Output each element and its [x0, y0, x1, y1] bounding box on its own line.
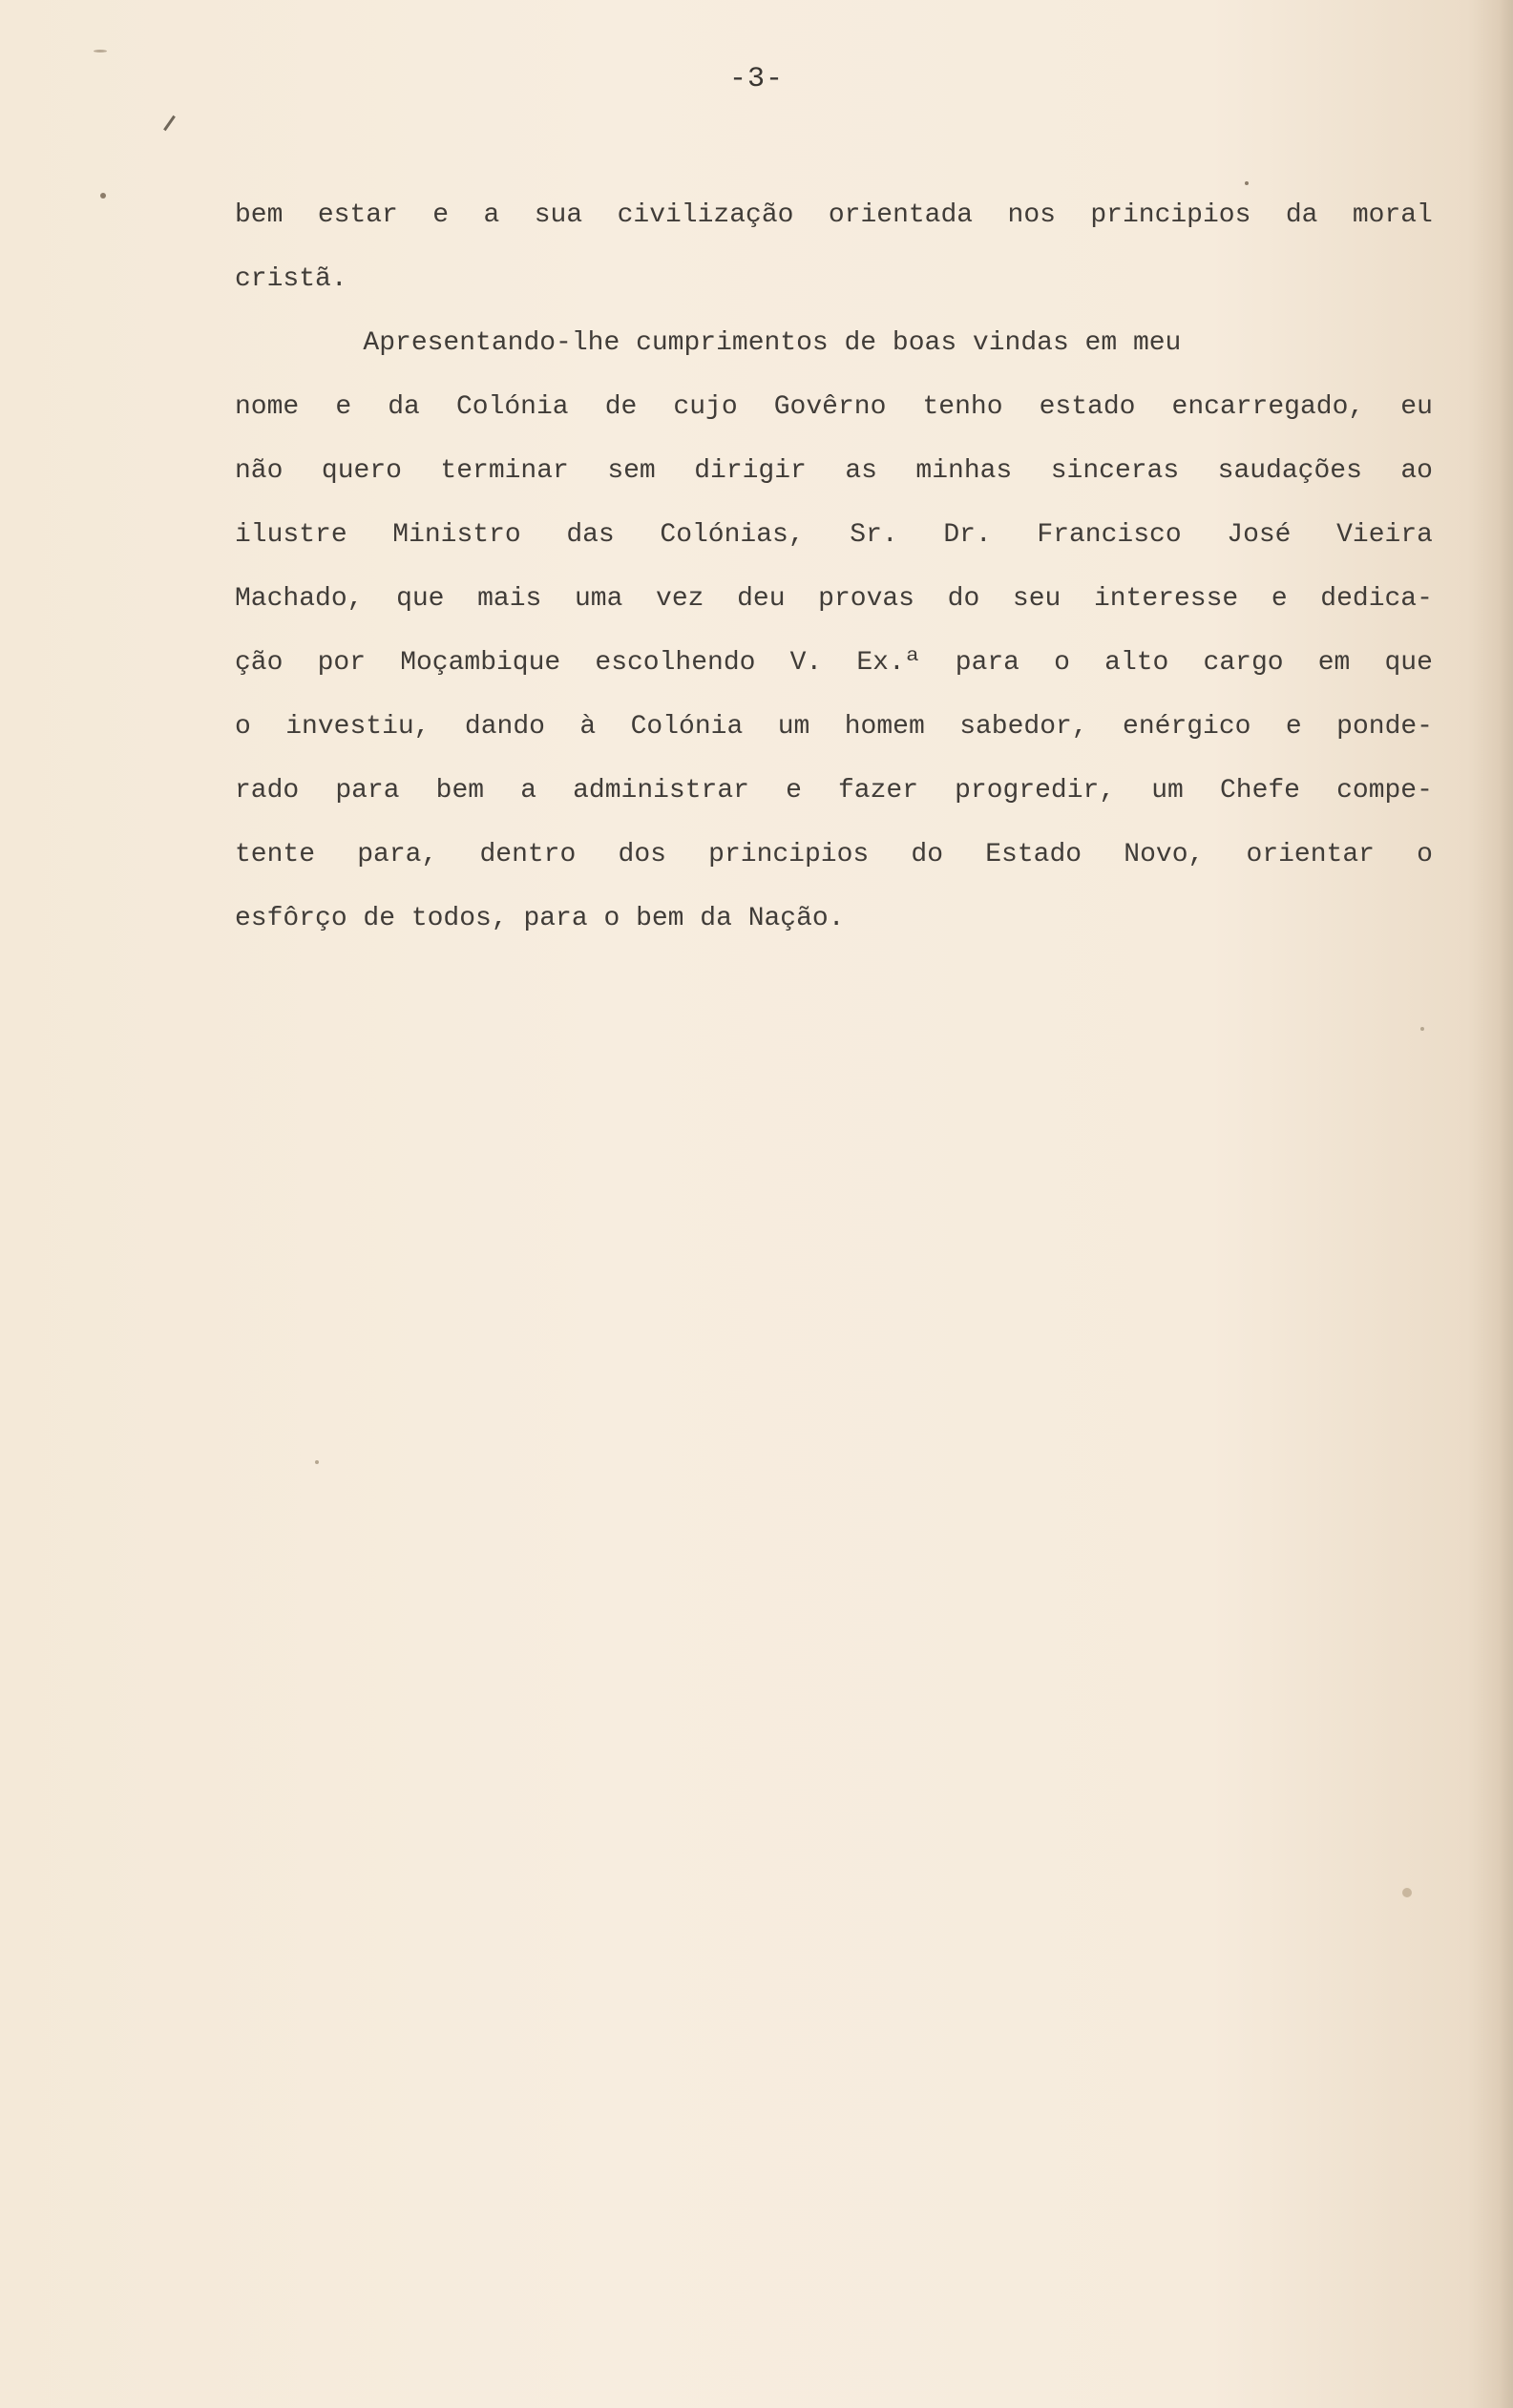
word: sabedor, — [959, 712, 1088, 742]
word: saudações — [1217, 456, 1362, 486]
word: da — [1285, 200, 1318, 230]
word: bem — [435, 776, 485, 806]
ink-speck — [1245, 181, 1249, 185]
text-line: Apresentando-lhe cumprimentos de boas vindas em meu — [235, 328, 1182, 358]
text-line — [235, 701, 1433, 764]
word: orientada — [828, 200, 974, 230]
word: administrar — [573, 776, 749, 806]
word: dedica- — [1320, 584, 1433, 614]
text-line — [235, 828, 1433, 892]
word: ilustre — [235, 520, 347, 550]
word: Estado — [985, 840, 1082, 869]
word: alto — [1104, 648, 1169, 678]
word: Colónias, — [660, 520, 805, 550]
word: cargo — [1203, 648, 1284, 678]
word: seu — [1012, 584, 1061, 614]
text-line: cristã. — [235, 264, 347, 294]
word: o — [1054, 648, 1070, 678]
paper-mark — [94, 50, 107, 52]
word: para — [955, 648, 1019, 678]
word: José — [1227, 520, 1292, 550]
word: moral — [1352, 200, 1433, 230]
paper-stain — [1402, 1888, 1412, 1897]
word: dando — [464, 712, 545, 742]
word: minhas — [915, 456, 1013, 486]
word: cujo — [673, 392, 738, 422]
word: a — [520, 776, 536, 806]
word: terminar — [440, 456, 569, 486]
word: Moçambique — [400, 648, 561, 678]
word: ponde- — [1336, 712, 1433, 742]
word: civilização — [617, 200, 794, 230]
word: da — [388, 392, 420, 422]
word: Ministro — [392, 520, 521, 550]
word: do — [911, 840, 944, 869]
text-line — [235, 381, 1433, 445]
word: para — [335, 776, 400, 806]
word: dentro — [479, 840, 577, 869]
word: compe- — [1336, 776, 1433, 806]
word: interesse — [1093, 584, 1239, 614]
typed-text-body — [235, 189, 1438, 956]
word: V. — [789, 648, 823, 678]
word: Colónia — [455, 392, 569, 422]
word: mais — [477, 584, 542, 614]
word: sua — [534, 200, 583, 230]
page-number: -3- — [728, 63, 784, 95]
word: o — [1417, 840, 1433, 869]
word: ção — [235, 648, 284, 678]
text-line — [235, 764, 1433, 828]
text-line — [235, 573, 1433, 637]
word: Francisco — [1037, 520, 1182, 550]
word: Novo, — [1124, 840, 1205, 869]
word: as — [845, 456, 877, 486]
paper-speck — [315, 1460, 319, 1464]
word: homem — [844, 712, 925, 742]
word: deu — [737, 584, 786, 614]
word: fazer — [837, 776, 918, 806]
word: Ex.ª — [856, 648, 921, 678]
text-line — [235, 189, 1433, 253]
word: tente — [235, 840, 316, 869]
word: investiu, — [285, 712, 431, 742]
word: tenho — [922, 392, 1003, 422]
text-line: esfôrço de todos, para o bem da Nação. — [235, 904, 845, 933]
word: uma — [574, 584, 623, 614]
word: estado — [1039, 392, 1136, 422]
word: de — [604, 392, 638, 422]
word: e — [1271, 584, 1288, 614]
word: Dr. — [943, 520, 992, 550]
word: principios — [1090, 200, 1251, 230]
text-line — [235, 445, 1433, 509]
ink-speck — [100, 193, 106, 199]
word: um — [1151, 776, 1184, 806]
word: bem — [235, 200, 284, 230]
word: eu — [1400, 392, 1433, 422]
word: não — [235, 456, 284, 486]
word: e — [432, 200, 450, 230]
word: por — [317, 648, 367, 678]
word: e — [1285, 712, 1302, 742]
word: nos — [1007, 200, 1056, 230]
word: a — [483, 200, 500, 230]
word: Chefe — [1219, 776, 1300, 806]
word: vez — [656, 584, 704, 614]
word: provas — [818, 584, 914, 614]
word: que — [1384, 648, 1433, 678]
word: Colónia — [630, 712, 744, 742]
word: e — [335, 392, 352, 422]
page-edge-shadow — [1500, 0, 1513, 2408]
word: enérgico — [1123, 712, 1251, 742]
word: Govêrno — [773, 392, 887, 422]
text-line — [235, 637, 1433, 701]
word: à — [579, 712, 597, 742]
paper-speck — [1420, 1027, 1424, 1031]
word: para, — [357, 840, 438, 869]
word: um — [777, 712, 810, 742]
word: estar — [317, 200, 398, 230]
word: Sr. — [850, 520, 898, 550]
word: nome — [235, 392, 300, 422]
word: e — [786, 776, 802, 806]
word: sem — [607, 456, 656, 486]
word: que — [396, 584, 445, 614]
word: do — [947, 584, 980, 614]
word: Machado, — [235, 584, 364, 614]
word: dirigir — [694, 456, 807, 486]
word: sinceras — [1050, 456, 1180, 486]
word: escolhendo — [595, 648, 756, 678]
word: dos — [618, 840, 666, 869]
word: em — [1317, 648, 1351, 678]
word: das — [566, 520, 615, 550]
word: o — [235, 712, 251, 742]
word: principios — [708, 840, 870, 869]
word: progredir, — [955, 776, 1116, 806]
word: quero — [321, 456, 402, 486]
word: encarregado, — [1171, 392, 1365, 422]
word: ao — [1400, 456, 1433, 486]
word: orientar — [1246, 840, 1375, 869]
word: rado — [235, 776, 300, 806]
text-line — [235, 509, 1433, 573]
word: Vieira — [1336, 520, 1433, 550]
ink-mark — [163, 115, 176, 131]
